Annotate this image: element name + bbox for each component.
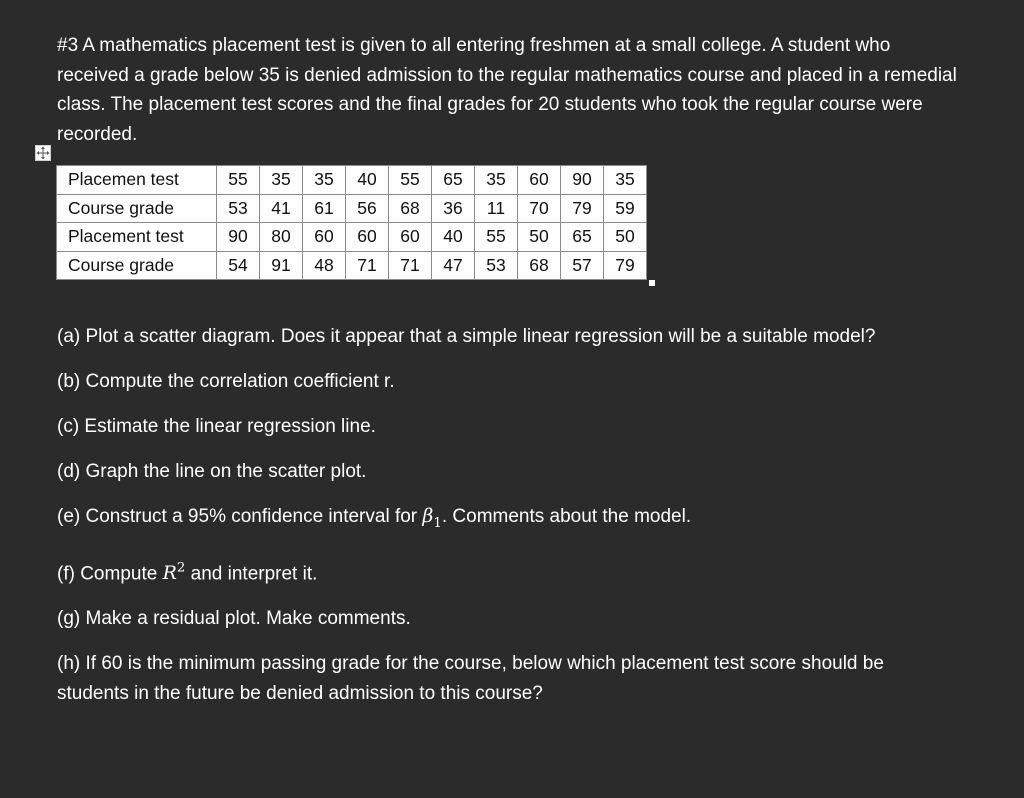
problem-statement: #3 A mathematics placement test is given to all entering freshmen at a small college. A student who received a grade below 35 is denied admission to the regular mathematics course and placed in a remedial class. The placement test scores and the final grades for 20 students who took the regular course were recorded.	[57, 35, 957, 145]
table-cell: 68	[518, 251, 561, 280]
table-cell: 70	[518, 194, 561, 223]
table-cell: 59	[604, 194, 647, 223]
table-row	[57, 223, 647, 252]
table-cell: 79	[604, 251, 647, 280]
question-g: (g) Make a residual plot. Make comments.	[57, 608, 411, 630]
table-cell: 60	[389, 223, 432, 252]
table-cell: 68	[389, 194, 432, 223]
table-cell: 65	[432, 166, 475, 195]
question-c: (c) Estimate the linear regression line.	[57, 416, 376, 437]
row-label: Course grade	[57, 194, 217, 223]
table-cell: 48	[303, 251, 346, 280]
question-f	[57, 554, 957, 589]
table-row	[57, 166, 647, 195]
table-cell: 53	[475, 251, 518, 280]
row-label: Placement test	[57, 223, 217, 252]
question-d: (d) Graph the line on the scatter plot.	[57, 461, 367, 482]
table-cell: 56	[346, 194, 389, 223]
table-cell: 36	[432, 194, 475, 223]
move-arrows-icon[interactable]	[35, 145, 51, 161]
table-cell: 60	[518, 166, 561, 195]
table-cell: 35	[260, 166, 303, 195]
table-cell: 35	[303, 166, 346, 195]
question-f-text: (f) Compute	[57, 563, 158, 585]
table-cell: 47	[432, 251, 475, 280]
table-row	[57, 251, 647, 280]
question-h: (h) If 60 is the minimum passing grade for the course, below which placement test score should be students in the future be denied admission to this course?	[57, 653, 884, 704]
question-f-rest: and interpret it.	[185, 563, 318, 585]
table-cell: 40	[346, 166, 389, 195]
table-cell: 55	[217, 166, 260, 195]
table-cell: 60	[303, 223, 346, 252]
table-cell: 61	[303, 194, 346, 223]
table-cell: 54	[217, 251, 260, 280]
table-cell: 90	[561, 166, 604, 195]
row-label: Placemen test	[57, 166, 217, 195]
table-cell: 35	[475, 166, 518, 195]
beta-symbol: $\beta_1$	[422, 505, 442, 531]
question-list	[57, 322, 957, 708]
table-cell: 91	[260, 251, 303, 280]
table-cell: 90	[217, 223, 260, 252]
table-cell: 71	[346, 251, 389, 280]
question-a: (a) Plot a scatter diagram. Does it appear that a simple linear regression will be a suitable model?	[57, 326, 876, 347]
question-b: (b) Compute the correlation coefficient r.	[57, 371, 395, 392]
question-e	[57, 502, 957, 538]
table-cell: 79	[561, 194, 604, 223]
table-cell: 40	[432, 223, 475, 252]
table-row	[57, 194, 647, 223]
table-cell: 60	[346, 223, 389, 252]
table-cell: 71	[389, 251, 432, 280]
table-cell: 53	[217, 194, 260, 223]
question-e-text: (e) Construct a 95% confidence interval for	[57, 506, 418, 527]
table-cell: 80	[260, 223, 303, 252]
table-cell: 35	[604, 166, 647, 195]
table-cell: 55	[475, 223, 518, 252]
table-cell: 57	[561, 251, 604, 280]
table-cell: 50	[604, 223, 647, 252]
table-cell: 65	[561, 223, 604, 252]
table-cell: 55	[389, 166, 432, 195]
table-cell: 11	[475, 194, 518, 223]
r-squared-symbol: $R^2$	[162, 560, 186, 585]
resize-square-icon[interactable]	[649, 280, 655, 286]
row-label: Course grade	[57, 251, 217, 280]
question-e-rest: . Comments about the model.	[441, 506, 692, 527]
scores-table	[56, 165, 647, 280]
table-cell: 41	[260, 194, 303, 223]
table-cell: 50	[518, 223, 561, 252]
